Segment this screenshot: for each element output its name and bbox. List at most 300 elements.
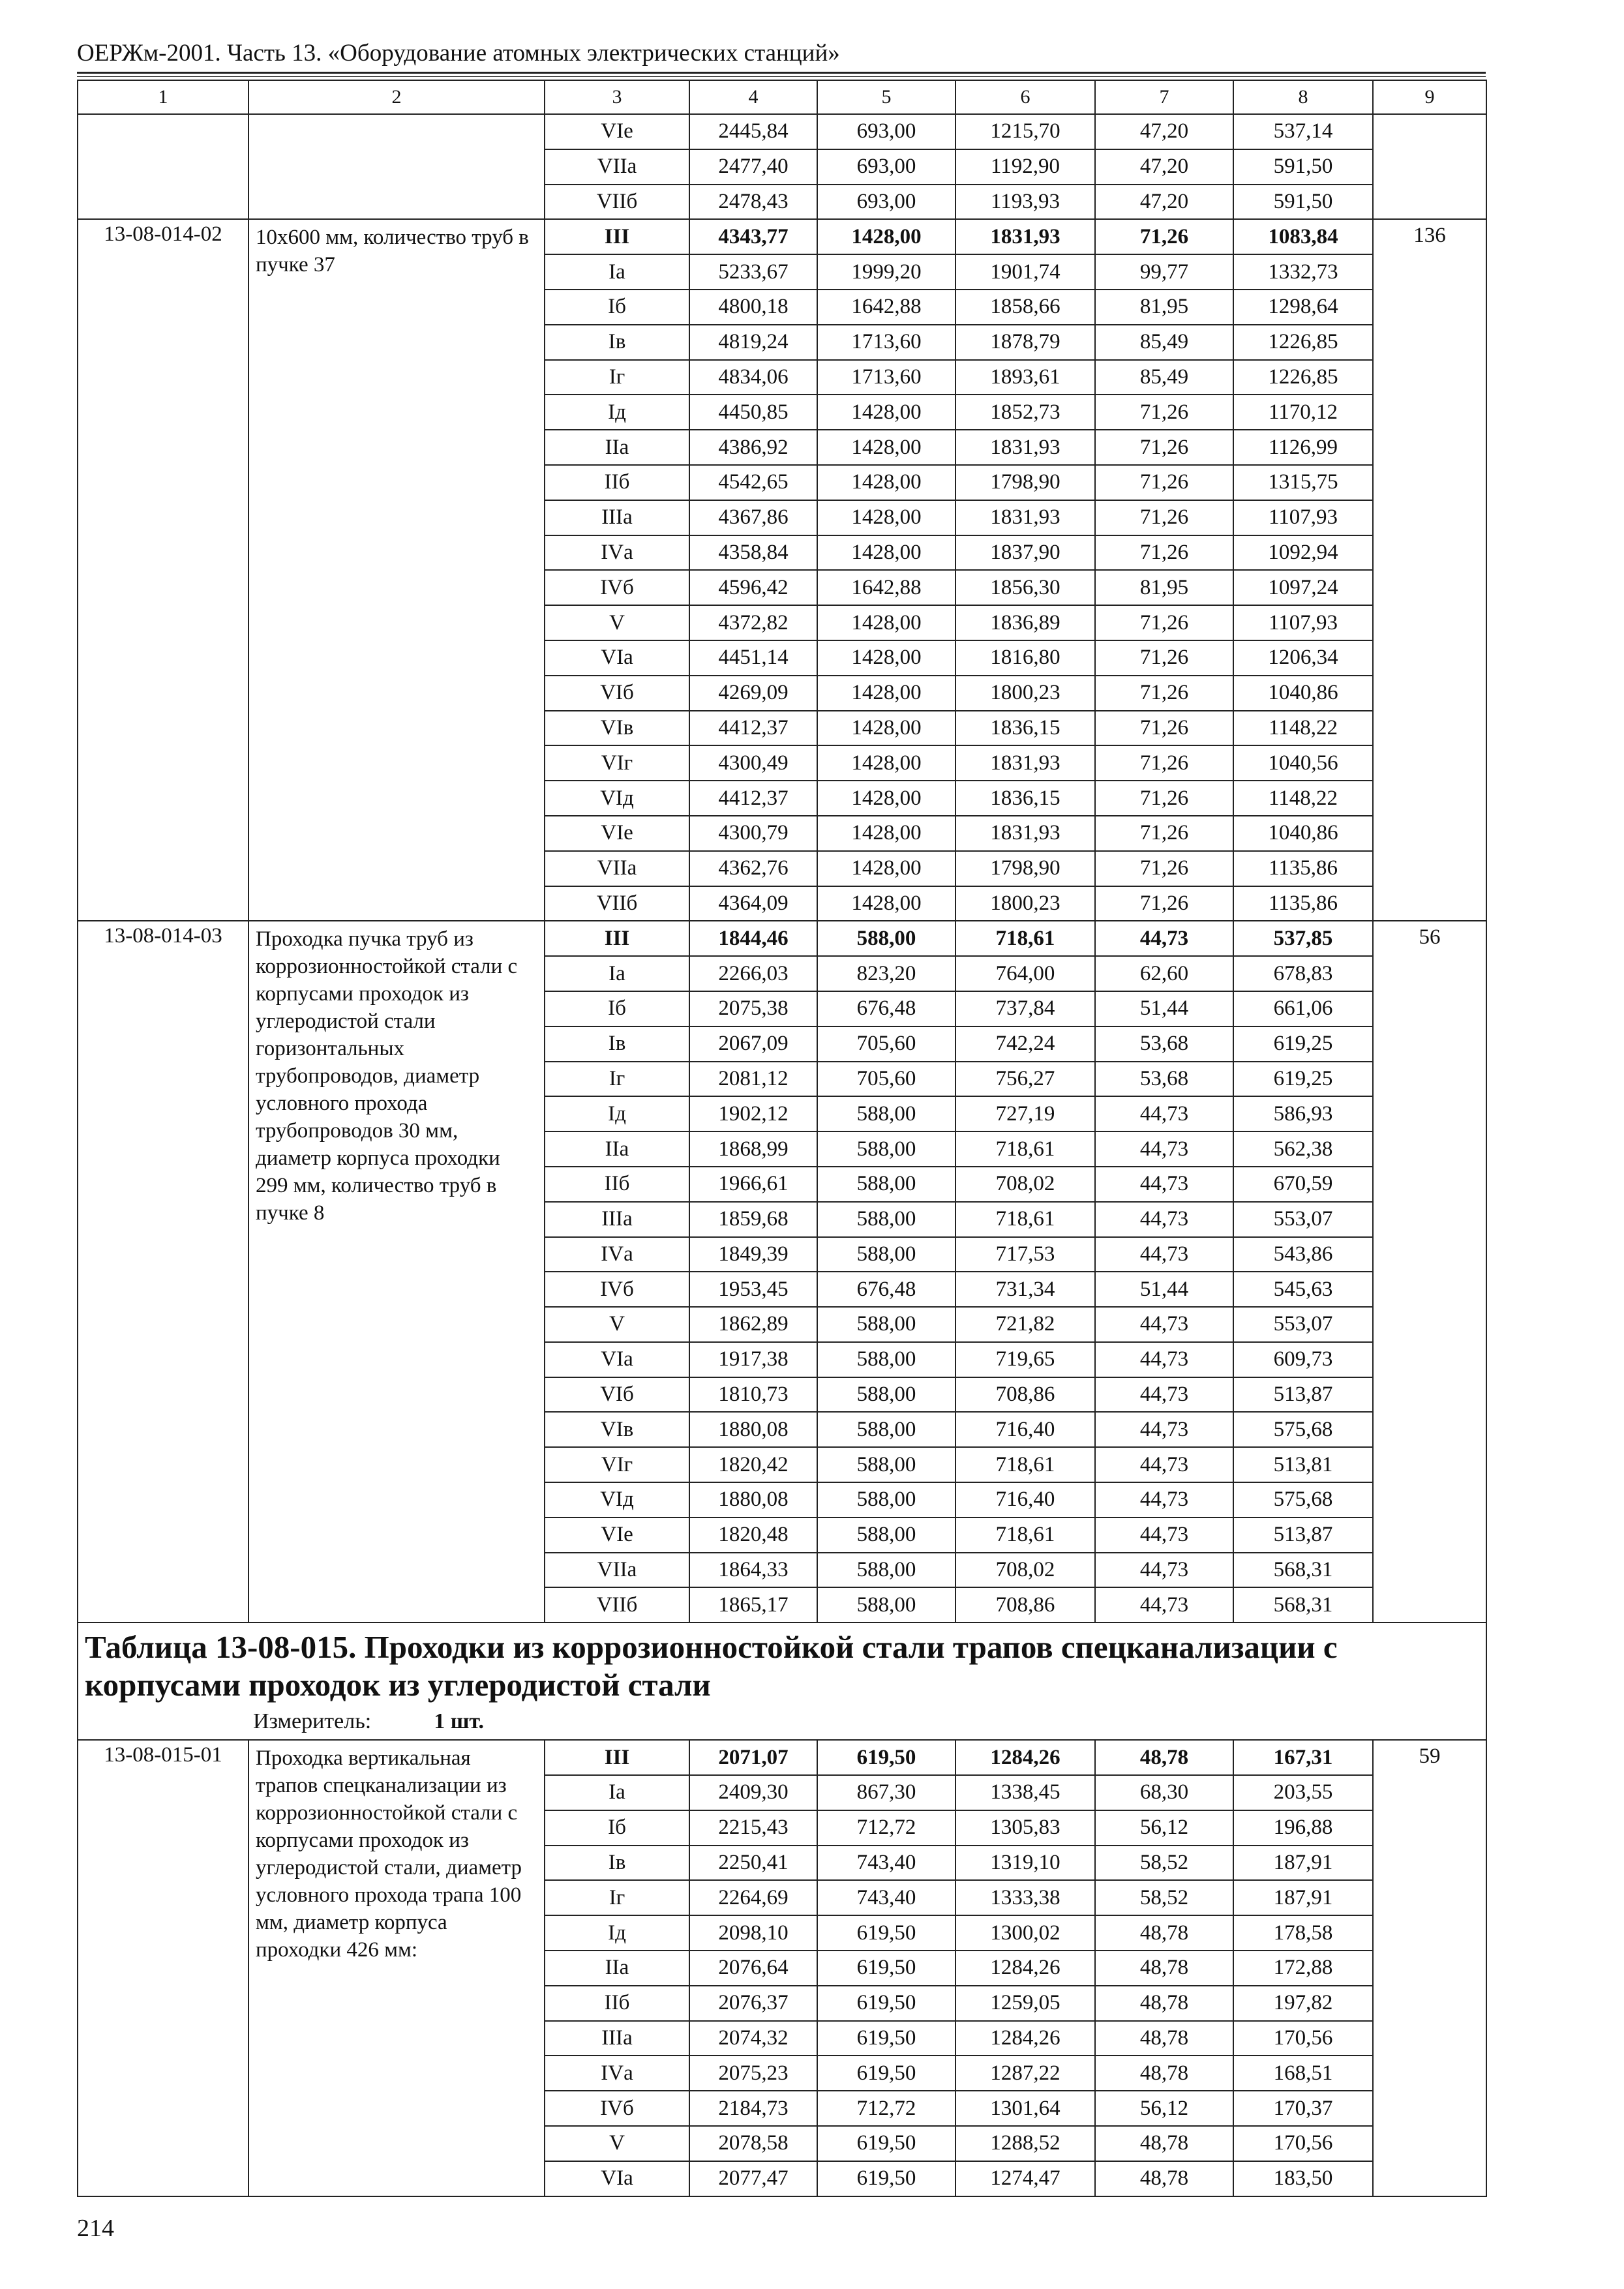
zone-code: Iб <box>545 1810 689 1846</box>
machine-operation: 1856,30 <box>955 570 1095 605</box>
machinist-wages: 56,12 <box>1095 1810 1233 1846</box>
wages: 712,72 <box>817 2091 955 2126</box>
measure-unit: 1 шт. <box>434 1709 485 1734</box>
zone-code: IVб <box>545 570 689 605</box>
header-rule <box>77 72 1486 74</box>
wages: 1428,00 <box>817 395 955 430</box>
labor-cost <box>1373 114 1486 219</box>
zone-code: VIIа <box>545 851 689 886</box>
machinist-wages: 71,26 <box>1095 781 1233 816</box>
machine-operation: 1215,70 <box>955 114 1095 149</box>
total-cost: 4412,37 <box>689 781 817 816</box>
machinist-wages: 71,26 <box>1095 465 1233 500</box>
machine-operation: 718,61 <box>955 1131 1095 1167</box>
measure-line <box>85 1709 1479 1734</box>
zone-code: VIв <box>545 711 689 746</box>
zone-code: Iб <box>545 991 689 1026</box>
zone-code: IVа <box>545 2056 689 2091</box>
materials: 170,56 <box>1233 2021 1373 2056</box>
machinist-wages: 44,73 <box>1095 1518 1233 1553</box>
wages: 588,00 <box>817 1377 955 1413</box>
materials: 1107,93 <box>1233 605 1373 640</box>
machinist-wages: 44,73 <box>1095 1482 1233 1518</box>
total-cost: 4269,09 <box>689 676 817 711</box>
machinist-wages: 71,26 <box>1095 430 1233 465</box>
zone-code: IIб <box>545 1167 689 1202</box>
zone-code: VIб <box>545 676 689 711</box>
total-cost: 2081,12 <box>689 1062 817 1097</box>
labor-cost: 136 <box>1373 219 1486 921</box>
materials: 187,91 <box>1233 1846 1373 1881</box>
machine-operation: 716,40 <box>955 1482 1095 1518</box>
materials: 1135,86 <box>1233 886 1373 921</box>
zone-code: VIд <box>545 1482 689 1518</box>
zone-code: VIа <box>545 2161 689 2196</box>
machine-operation: 708,86 <box>955 1587 1095 1623</box>
zone-code: VIа <box>545 1342 689 1377</box>
machine-operation: 1192,90 <box>955 149 1095 185</box>
total-cost: 4450,85 <box>689 395 817 430</box>
wages: 712,72 <box>817 1810 955 1846</box>
materials: 1315,75 <box>1233 465 1373 500</box>
zone-code: VIд <box>545 781 689 816</box>
wages: 693,00 <box>817 185 955 220</box>
zone-code: VIг <box>545 745 689 781</box>
total-cost: 4358,84 <box>689 535 817 571</box>
machinist-wages: 48,78 <box>1095 1986 1233 2021</box>
materials: 513,81 <box>1233 1447 1373 1482</box>
zone-code: IVа <box>545 535 689 571</box>
machinist-wages: 71,26 <box>1095 605 1233 640</box>
machine-operation: 1288,52 <box>955 2126 1095 2161</box>
machinist-wages: 71,26 <box>1095 535 1233 571</box>
machine-operation: 1338,45 <box>955 1775 1095 1810</box>
materials: 1148,22 <box>1233 781 1373 816</box>
machinist-wages: 48,78 <box>1095 2021 1233 2056</box>
zone-code: Iг <box>545 1880 689 1915</box>
zone-code: VIIб <box>545 886 689 921</box>
total-cost: 4412,37 <box>689 711 817 746</box>
machine-operation: 756,27 <box>955 1062 1095 1097</box>
wages: 676,48 <box>817 1272 955 1307</box>
machine-operation: 764,00 <box>955 956 1095 991</box>
wages: 1999,20 <box>817 254 955 290</box>
rate-description: Проходка пучка труб из коррозионностойкой стали с корпусами проходок из углеродистой стали горизонтальных трубопроводов, диаметр условного прохода трубопроводов 30 мм, диаметр корпуса проходки 299 мм, количество труб в пучке 8 <box>248 921 545 1623</box>
wages: 588,00 <box>817 1237 955 1272</box>
zone-code: VIв <box>545 1412 689 1447</box>
total-cost: 1810,73 <box>689 1377 817 1413</box>
machinist-wages: 85,49 <box>1095 360 1233 395</box>
wages: 588,00 <box>817 1482 955 1518</box>
zone-code: IIа <box>545 430 689 465</box>
materials: 586,93 <box>1233 1096 1373 1131</box>
wages: 867,30 <box>817 1775 955 1810</box>
rate-description <box>248 114 545 219</box>
wages: 1428,00 <box>817 465 955 500</box>
total-cost: 4819,24 <box>689 325 817 360</box>
column-number: 9 <box>1373 80 1486 114</box>
total-cost: 1953,45 <box>689 1272 817 1307</box>
zone-code: V <box>545 1307 689 1342</box>
table-title: Таблица 13-08-015. Проходки из коррозионностойкой стали трапов спецканализации с корпусами проходок из углеродистой стали <box>85 1629 1338 1703</box>
machinist-wages: 44,73 <box>1095 921 1233 956</box>
page-number: 214 <box>77 2215 114 2242</box>
zone-code: Iв <box>545 1026 689 1062</box>
wages: 619,50 <box>817 1986 955 2021</box>
materials: 545,63 <box>1233 1272 1373 1307</box>
machinist-wages: 44,73 <box>1095 1202 1233 1237</box>
machinist-wages: 68,30 <box>1095 1775 1233 1810</box>
zone-code: IIа <box>545 1131 689 1167</box>
zone-code: Iа <box>545 254 689 290</box>
machine-operation: 1837,90 <box>955 535 1095 571</box>
machine-operation: 1831,93 <box>955 745 1095 781</box>
zone-code: IIIа <box>545 500 689 535</box>
wages: 588,00 <box>817 921 955 956</box>
wages: 1428,00 <box>817 676 955 711</box>
machinist-wages: 62,60 <box>1095 956 1233 991</box>
materials: 619,25 <box>1233 1026 1373 1062</box>
wages: 1428,00 <box>817 851 955 886</box>
machinist-wages: 47,20 <box>1095 185 1233 220</box>
machinist-wages: 48,78 <box>1095 2126 1233 2161</box>
wages: 1428,00 <box>817 711 955 746</box>
machinist-wages: 71,26 <box>1095 745 1233 781</box>
machine-operation: 1836,15 <box>955 781 1095 816</box>
total-cost: 2215,43 <box>689 1810 817 1846</box>
machine-operation: 708,02 <box>955 1553 1095 1588</box>
materials: 661,06 <box>1233 991 1373 1026</box>
materials: 1083,84 <box>1233 219 1373 254</box>
wages: 676,48 <box>817 991 955 1026</box>
zone-code: IVб <box>545 2091 689 2126</box>
materials: 1126,99 <box>1233 430 1373 465</box>
wages: 693,00 <box>817 114 955 149</box>
machinist-wages: 81,95 <box>1095 290 1233 325</box>
machine-operation: 1305,83 <box>955 1810 1095 1846</box>
wages: 705,60 <box>817 1062 955 1097</box>
table-body-lower <box>78 1740 1486 2196</box>
machinist-wages: 44,73 <box>1095 1377 1233 1413</box>
wages: 1713,60 <box>817 325 955 360</box>
materials: 575,68 <box>1233 1412 1373 1447</box>
wages: 619,50 <box>817 1951 955 1986</box>
machinist-wages: 99,77 <box>1095 254 1233 290</box>
materials: 543,86 <box>1233 1237 1373 1272</box>
machine-operation: 1319,10 <box>955 1846 1095 1881</box>
rate-code: 13-08-014-03 <box>78 921 248 1623</box>
machinist-wages: 47,20 <box>1095 114 1233 149</box>
materials: 562,38 <box>1233 1131 1373 1167</box>
materials: 170,37 <box>1233 2091 1373 2126</box>
wages: 588,00 <box>817 1307 955 1342</box>
machine-operation: 1287,22 <box>955 2056 1095 2091</box>
total-cost: 4362,76 <box>689 851 817 886</box>
wages: 1428,00 <box>817 816 955 851</box>
materials: 1040,86 <box>1233 816 1373 851</box>
total-cost: 2071,07 <box>689 1740 817 1775</box>
rates-table <box>77 80 1487 2197</box>
total-cost: 4300,79 <box>689 816 817 851</box>
wages: 1428,00 <box>817 535 955 571</box>
total-cost: 2098,10 <box>689 1915 817 1951</box>
materials: 1226,85 <box>1233 325 1373 360</box>
total-cost: 2075,38 <box>689 991 817 1026</box>
machine-operation: 1836,89 <box>955 605 1095 640</box>
materials: 168,51 <box>1233 2056 1373 2091</box>
wages: 588,00 <box>817 1167 955 1202</box>
machine-operation: 727,19 <box>955 1096 1095 1131</box>
machinist-wages: 71,26 <box>1095 851 1233 886</box>
machine-operation: 1284,26 <box>955 1951 1095 1986</box>
table-015-heading <box>78 1623 1486 1740</box>
machinist-wages: 44,73 <box>1095 1553 1233 1588</box>
table-body-upper <box>78 80 1486 1623</box>
column-number: 3 <box>545 80 689 114</box>
materials: 513,87 <box>1233 1377 1373 1413</box>
zone-code: IVб <box>545 1272 689 1307</box>
zone-code: IIIа <box>545 1202 689 1237</box>
total-cost: 2250,41 <box>689 1846 817 1881</box>
machine-operation: 1831,93 <box>955 500 1095 535</box>
wages: 619,50 <box>817 1915 955 1951</box>
machine-operation: 1852,73 <box>955 395 1095 430</box>
total-cost: 1820,42 <box>689 1447 817 1482</box>
total-cost: 1862,89 <box>689 1307 817 1342</box>
materials: 568,31 <box>1233 1587 1373 1623</box>
wages: 588,00 <box>817 1096 955 1131</box>
machine-operation: 1798,90 <box>955 851 1095 886</box>
machine-operation: 1858,66 <box>955 290 1095 325</box>
zone-code: VIг <box>545 1447 689 1482</box>
total-cost: 4834,06 <box>689 360 817 395</box>
machinist-wages: 48,78 <box>1095 2161 1233 2196</box>
total-cost: 1859,68 <box>689 1202 817 1237</box>
materials: 196,88 <box>1233 1810 1373 1846</box>
machine-operation: 717,53 <box>955 1237 1095 1272</box>
wages: 705,60 <box>817 1026 955 1062</box>
wages: 1642,88 <box>817 570 955 605</box>
total-cost: 2478,43 <box>689 185 817 220</box>
machine-operation: 1878,79 <box>955 325 1095 360</box>
machinist-wages: 71,26 <box>1095 219 1233 254</box>
zone-code: III <box>545 1740 689 1775</box>
wages: 619,50 <box>817 2056 955 2091</box>
machinist-wages: 44,73 <box>1095 1237 1233 1272</box>
labor-cost: 59 <box>1373 1740 1486 2196</box>
machinist-wages: 48,78 <box>1095 1740 1233 1775</box>
rate-description: 10х600 мм, количество труб в пучке 37 <box>248 219 545 921</box>
total-cost: 2078,58 <box>689 2126 817 2161</box>
machine-operation: 1300,02 <box>955 1915 1095 1951</box>
machine-operation: 1284,26 <box>955 2021 1095 2056</box>
total-cost: 1966,61 <box>689 1167 817 1202</box>
wages: 1428,00 <box>817 430 955 465</box>
machinist-wages: 44,73 <box>1095 1167 1233 1202</box>
wages: 823,20 <box>817 956 955 991</box>
materials: 513,87 <box>1233 1518 1373 1553</box>
column-number: 8 <box>1233 80 1373 114</box>
column-number: 7 <box>1095 80 1233 114</box>
machinist-wages: 71,26 <box>1095 676 1233 711</box>
materials: 1097,24 <box>1233 570 1373 605</box>
wages: 1428,00 <box>817 745 955 781</box>
zone-code: VIIб <box>545 1587 689 1623</box>
wages: 588,00 <box>817 1447 955 1482</box>
total-cost: 2264,69 <box>689 1880 817 1915</box>
machinist-wages: 51,44 <box>1095 991 1233 1026</box>
materials: 553,07 <box>1233 1307 1373 1342</box>
machinist-wages: 71,26 <box>1095 500 1233 535</box>
machinist-wages: 58,52 <box>1095 1846 1233 1881</box>
rate-code <box>78 114 248 219</box>
zone-code: IIб <box>545 465 689 500</box>
zone-code: Iб <box>545 290 689 325</box>
machine-operation: 737,84 <box>955 991 1095 1026</box>
machinist-wages: 44,73 <box>1095 1342 1233 1377</box>
total-cost: 1917,38 <box>689 1342 817 1377</box>
machinist-wages: 71,26 <box>1095 640 1233 676</box>
machinist-wages: 44,73 <box>1095 1307 1233 1342</box>
column-number: 5 <box>817 80 955 114</box>
machinist-wages: 44,73 <box>1095 1587 1233 1623</box>
materials: 1040,56 <box>1233 745 1373 781</box>
zone-code: Iд <box>545 395 689 430</box>
machinist-wages: 47,20 <box>1095 149 1233 185</box>
zone-code: V <box>545 605 689 640</box>
wages: 588,00 <box>817 1412 955 1447</box>
machinist-wages: 51,44 <box>1095 1272 1233 1307</box>
zone-code: Iд <box>545 1915 689 1951</box>
total-cost: 4451,14 <box>689 640 817 676</box>
wages: 588,00 <box>817 1131 955 1167</box>
machine-operation: 1800,23 <box>955 676 1095 711</box>
zone-code: IIб <box>545 1986 689 2021</box>
table-row <box>78 921 1486 956</box>
zone-code: Iг <box>545 1062 689 1097</box>
materials: 1298,64 <box>1233 290 1373 325</box>
materials: 1040,86 <box>1233 676 1373 711</box>
materials: 553,07 <box>1233 1202 1373 1237</box>
materials: 183,50 <box>1233 2161 1373 2196</box>
total-cost: 4800,18 <box>689 290 817 325</box>
machine-operation: 719,65 <box>955 1342 1095 1377</box>
zone-code: Iв <box>545 325 689 360</box>
column-number: 1 <box>78 80 248 114</box>
machine-operation: 716,40 <box>955 1412 1095 1447</box>
machine-operation: 1333,38 <box>955 1880 1095 1915</box>
zone-code: VIIб <box>545 185 689 220</box>
rate-code: 13-08-014-02 <box>78 219 248 921</box>
machine-operation: 1301,64 <box>955 2091 1095 2126</box>
machine-operation: 718,61 <box>955 921 1095 956</box>
wages: 1428,00 <box>817 781 955 816</box>
total-cost: 2445,84 <box>689 114 817 149</box>
total-cost: 2076,64 <box>689 1951 817 1986</box>
column-number: 6 <box>955 80 1095 114</box>
measure-label: Измеритель: <box>253 1709 372 1734</box>
wages: 619,50 <box>817 1740 955 1775</box>
total-cost: 4386,92 <box>689 430 817 465</box>
machine-operation: 1831,93 <box>955 816 1095 851</box>
wages: 619,50 <box>817 2161 955 2196</box>
materials: 203,55 <box>1233 1775 1373 1810</box>
wages: 588,00 <box>817 1553 955 1588</box>
total-cost: 4364,09 <box>689 886 817 921</box>
wages: 1428,00 <box>817 640 955 676</box>
wages: 1428,00 <box>817 219 955 254</box>
column-number: 2 <box>248 80 545 114</box>
zone-code: VIе <box>545 114 689 149</box>
materials: 670,59 <box>1233 1167 1373 1202</box>
zone-code: IIа <box>545 1951 689 1986</box>
zone-code: IVа <box>545 1237 689 1272</box>
table-015-heading-cell <box>78 1623 1486 1740</box>
machinist-wages: 48,78 <box>1095 1951 1233 1986</box>
wages: 1642,88 <box>817 290 955 325</box>
total-cost: 4372,82 <box>689 605 817 640</box>
materials: 1206,34 <box>1233 640 1373 676</box>
total-cost: 4300,49 <box>689 745 817 781</box>
materials: 1092,94 <box>1233 535 1373 571</box>
machinist-wages: 71,26 <box>1095 395 1233 430</box>
materials: 1135,86 <box>1233 851 1373 886</box>
total-cost: 2266,03 <box>689 956 817 991</box>
total-cost: 2077,47 <box>689 2161 817 2196</box>
zone-code: III <box>545 921 689 956</box>
total-cost: 4596,42 <box>689 570 817 605</box>
machinist-wages: 58,52 <box>1095 1880 1233 1915</box>
materials: 1226,85 <box>1233 360 1373 395</box>
machinist-wages: 53,68 <box>1095 1062 1233 1097</box>
wages: 588,00 <box>817 1518 955 1553</box>
total-cost: 2409,30 <box>689 1775 817 1810</box>
column-number: 4 <box>689 80 817 114</box>
machine-operation: 1831,93 <box>955 430 1095 465</box>
total-cost: 1880,08 <box>689 1412 817 1447</box>
total-cost: 1865,17 <box>689 1587 817 1623</box>
labor-cost: 56 <box>1373 921 1486 1623</box>
materials: 575,68 <box>1233 1482 1373 1518</box>
table-row <box>78 1740 1486 1775</box>
machinist-wages: 44,73 <box>1095 1412 1233 1447</box>
machinist-wages: 71,26 <box>1095 816 1233 851</box>
total-cost: 2067,09 <box>689 1026 817 1062</box>
total-cost: 2074,32 <box>689 2021 817 2056</box>
machine-operation: 1836,15 <box>955 711 1095 746</box>
total-cost: 1868,99 <box>689 1131 817 1167</box>
zone-code: VIIа <box>545 149 689 185</box>
materials: 591,50 <box>1233 185 1373 220</box>
machinist-wages: 71,26 <box>1095 886 1233 921</box>
machine-operation: 708,86 <box>955 1377 1095 1413</box>
zone-code: IIIа <box>545 2021 689 2056</box>
wages: 619,50 <box>817 2126 955 2161</box>
zone-code: VIе <box>545 1518 689 1553</box>
zone-code: III <box>545 219 689 254</box>
machinist-wages: 53,68 <box>1095 1026 1233 1062</box>
wages: 1428,00 <box>817 500 955 535</box>
machinist-wages: 85,49 <box>1095 325 1233 360</box>
wages: 588,00 <box>817 1202 955 1237</box>
materials: 1170,12 <box>1233 395 1373 430</box>
total-cost: 1902,12 <box>689 1096 817 1131</box>
column-number-row <box>78 80 1486 114</box>
materials: 197,82 <box>1233 1986 1373 2021</box>
zone-code: Iд <box>545 1096 689 1131</box>
wages: 1428,00 <box>817 886 955 921</box>
total-cost: 1864,33 <box>689 1553 817 1588</box>
